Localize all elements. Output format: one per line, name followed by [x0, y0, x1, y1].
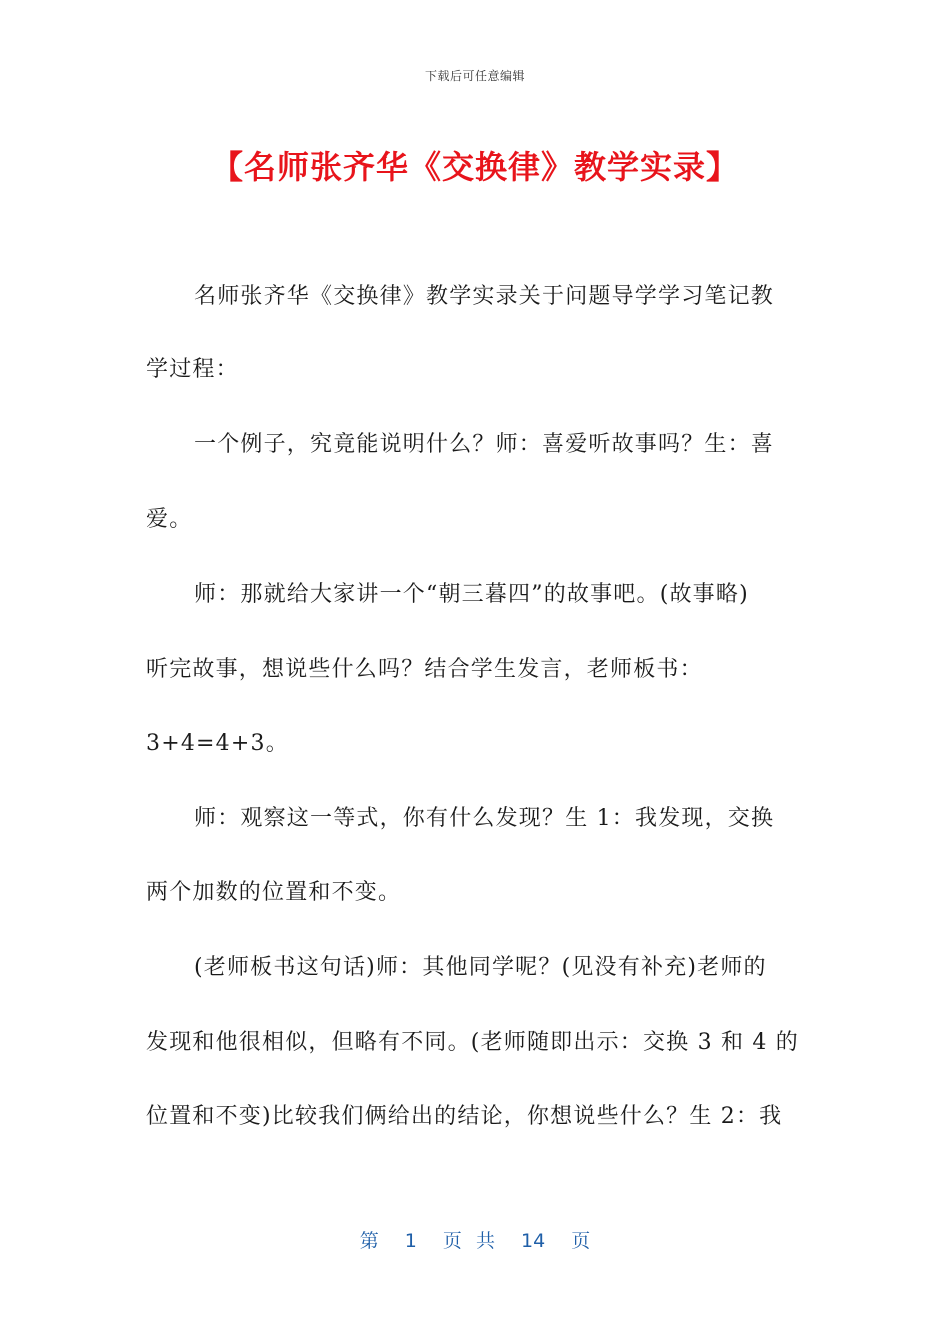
paragraph-line-2: 学过程：	[146, 357, 239, 382]
paragraph-line-11: 发现和他很相似，但略有不同。(老师随即出示：交换 3 和 4 的	[146, 1030, 799, 1055]
header-note: 下载后可任意编辑	[424, 69, 525, 83]
paragraph-line-6: 听完故事，想说些什么吗？结合学生发言，老师板书：	[146, 657, 703, 682]
paragraph-line-5: 师：那就给大家讲一个“朝三暮四”的故事吧。(故事略)	[194, 582, 749, 607]
paragraph-line-12: 位置和不变)比较我们俩给出的结论，你想说些什么？生 2：我	[146, 1104, 783, 1129]
paragraph-line-1: 名师张齐华《交换律》教学实录关于问题导学学习笔记教	[194, 284, 775, 309]
paragraph-line-8: 师：观察这一等式，你有什么发现？生 1：我发现，交换	[194, 806, 775, 831]
footer-middle: 页 共	[442, 1230, 495, 1252]
footer-suffix: 页	[571, 1230, 591, 1252]
footer-page-number: 1	[404, 1230, 417, 1252]
paragraph-line-9: 两个加数的位置和不变。	[146, 880, 402, 905]
footer-prefix: 第	[359, 1230, 379, 1252]
paragraph-line-7: 3+4=4+3。	[146, 731, 289, 756]
page-footer	[0, 1226, 950, 1253]
document-title: 【名师张齐华《交换律》教学实录】	[210, 148, 739, 186]
footer-total-pages: 14	[521, 1230, 546, 1252]
paragraph-line-10: (老师板书这句话)师：其他同学呢？(见没有补充)老师的	[194, 955, 767, 980]
paragraph-line-4: 爱。	[146, 507, 193, 532]
paragraph-line-3: 一个例子，究竟能说明什么？师：喜爱听故事吗？生：喜	[194, 432, 775, 457]
